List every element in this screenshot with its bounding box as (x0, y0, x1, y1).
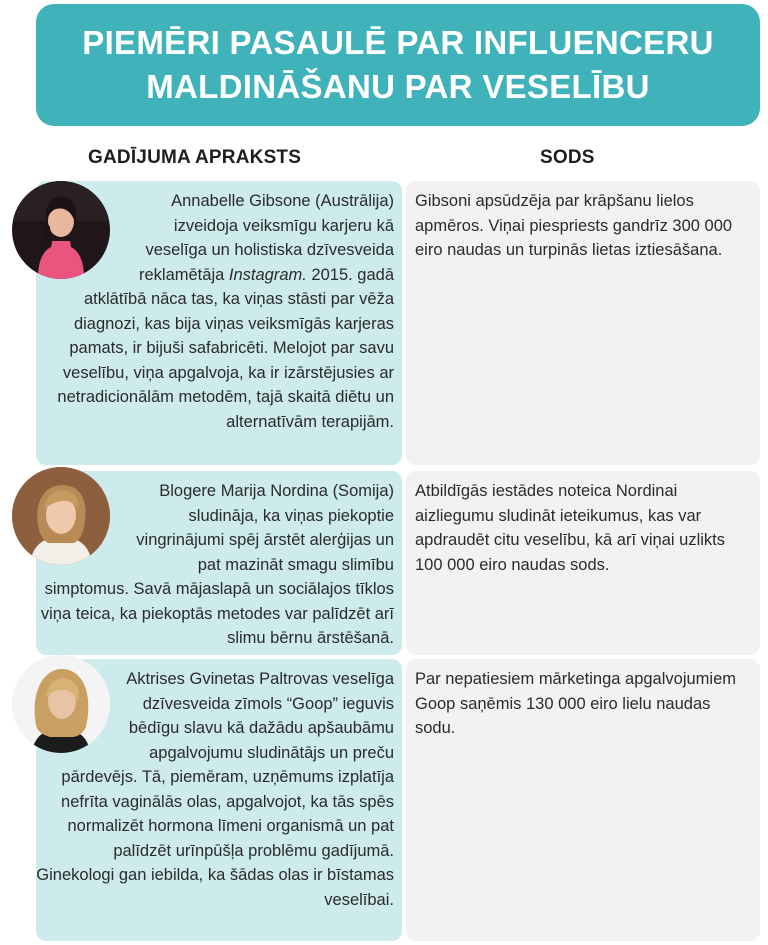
avatar-gibson (12, 181, 110, 279)
portrait-nordin-image (12, 467, 110, 565)
column-header-penalty: SODS (540, 147, 595, 168)
title-banner (36, 4, 760, 126)
penalty-text-gibson: Gibsoni apsūdzēja par krāpšanu lielos apmēros. Viņai piespriests gandrīz 300 000 eiro naudas un turpinās lietas iztiesāšana. (415, 192, 733, 259)
penalty-text-paltrow: Par nepatiesiem mārketinga apgalvojumiem Goop saņēmis 130 000 eiro lielu naudas sodu. (415, 670, 736, 737)
case-text-paltrow: Aktrises Gvinetas Paltrovas veselīga dzīvesveida zīmols “Goop” ieguvis bēdīgu slavu kā dažādu apšaubāmu apgalvojumu sludinātājs un preču pārdevējs. Tā, piemēram, uzņēmums izplatīja nefrīta vaginālās olas, apgalvojot, ka tās spēs normalizēt hormona līmeni organismā un pat palīdzēt urīnpūšļa problēmu gadījumā. Ginekologi gan iebilda, ka šādas olas ir bīstamas veselībai. (36, 670, 394, 909)
portrait-paltrow-image (12, 655, 110, 753)
title-line-1: PIEMĒRI PASAULĒ PAR INFLUENCERU (82, 24, 714, 61)
portrait-gibson-image (12, 181, 110, 279)
penalty-text-nordin: Atbildīgās iestādes noteica Nordinai aizliegumu sludināt ieteikumus, kas var apdraudēt citu veselību, kā arī viņai uzlikts 100 000 eiro naudas sods. (415, 482, 725, 574)
case-text-gibson-pre: Annabelle Gibsone (Austrālija) izveidoja veiksmīgu karjeru kā veselīga un holistiska dzīvesveida reklamētāja (139, 192, 394, 284)
title-line-2: MALDINĀŠANU PAR VESELĪBU (146, 68, 650, 105)
column-header-case: GADĪJUMA APRAKSTS (88, 147, 302, 168)
avatar-paltrow (12, 655, 110, 753)
case-text-nordin: Blogere Marija Nordina (Somija) sludināja, ka viņas piekoptie vingrinājumi spēj ārstēt alerģijas un pat mazināt smagu slimību simptomus. Savā mājaslapā un sociālajos tīklos viņa teica, ka piekoptās metodes var palīdzēt arī slimu bērnu ārstēšanā. (40, 482, 394, 647)
case-text-gibson-post: 2015. gadā atklātībā nāca tas, ka viņas stāsti par vēža diagnozi, kas bija viņas veiksmīgās karjeras pamats, ir bijuši safabricēti. Melojot par savu veselību, viņa apgalvoja, ka ir izārstējusies ar netradicionālām metodēm, tajā skaitā diētu un alternatīvām terapijām. (57, 265, 394, 431)
penalty-cell-paltrow (406, 659, 760, 941)
penalty-cell-gibson (406, 181, 760, 465)
penalty-cell-nordin (406, 471, 760, 655)
avatar-nordin (12, 467, 110, 565)
case-text-gibson-italic: Instagram. (228, 265, 307, 284)
